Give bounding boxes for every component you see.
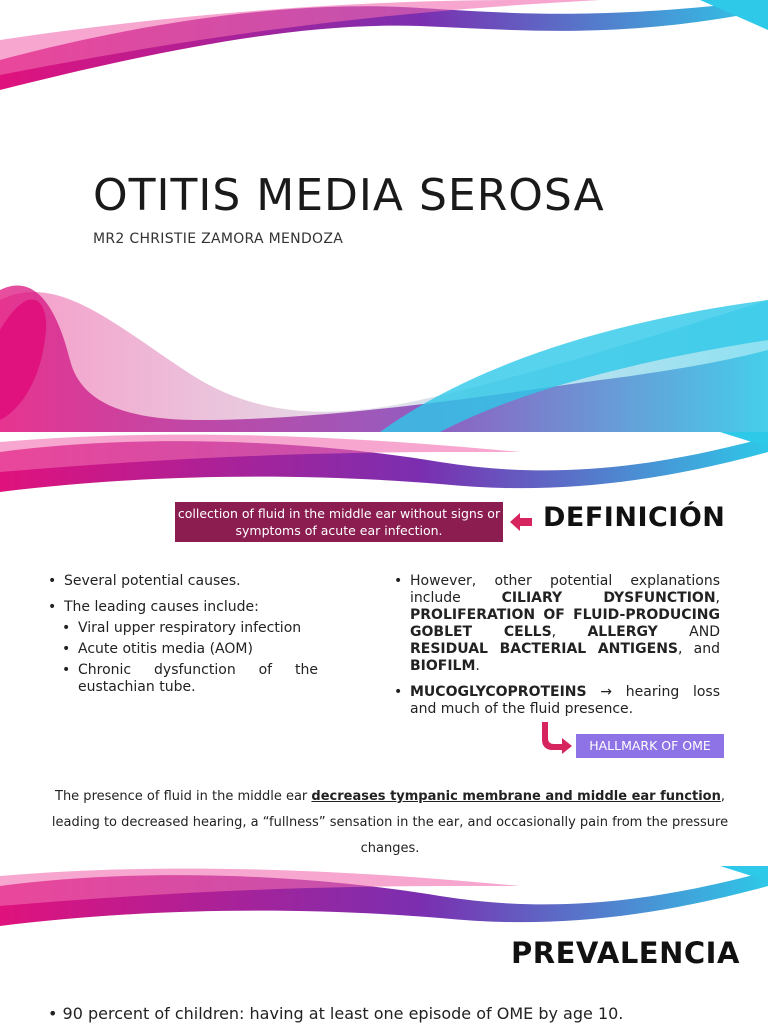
text-span: ,: [715, 590, 720, 606]
list-item: • The leading causes include:: [46, 599, 318, 616]
summary-paragraph: [40, 784, 740, 862]
text-span: However, other potential explanations include: [410, 573, 720, 606]
curved-arrow-icon: [538, 720, 574, 754]
list-subitem: • Acute otitis media (AOM): [46, 641, 318, 658]
text-span: CILIARY DYSFUNCTION: [501, 590, 716, 606]
explanations-list: [392, 573, 720, 727]
list-item: [392, 573, 720, 675]
text-span: , and: [678, 641, 720, 657]
prevalence-list: [48, 1004, 623, 1023]
definition-heading: DEFINICIÓN: [543, 502, 726, 533]
causes-list: [46, 573, 318, 700]
list-item: • Several potential causes.: [46, 573, 318, 590]
list-subitem: • Viral upper respiratory infection: [46, 620, 318, 637]
text-span: ,: [551, 624, 588, 640]
text-span: AND: [657, 624, 721, 640]
text-span: The presence of fluid in the middle ear: [55, 789, 312, 804]
arrow-left-icon: [508, 511, 534, 533]
text-span: RESIDUAL BACTERIAL ANTIGENS: [410, 641, 678, 657]
swoosh-decoration: [0, 866, 768, 946]
author-subtitle: MR2 CHRISTIE ZAMORA MENDOZA: [93, 231, 344, 247]
hallmark-label: HALLMARK OF OME: [576, 734, 724, 758]
list-subitem: • Chronic dysfunction of the eustachian tube.: [46, 662, 318, 696]
list-item: 90 percent of children: having at least one episode of OME by age 10.: [62, 1004, 624, 1023]
text-span: MUCOGLYCOPROTEINS: [410, 684, 587, 700]
text-span: → hearing loss and much of the fluid presence.: [410, 684, 720, 717]
slide-definition: [0, 432, 768, 866]
list-item: [392, 684, 720, 718]
slide-title: [0, 0, 768, 432]
bullet-icon: •: [48, 1004, 58, 1023]
slide-title-text: OTITIS MEDIA SEROSA: [93, 170, 605, 221]
text-span: BIOFILM: [410, 658, 476, 674]
text-span: ALLERGY: [587, 624, 658, 640]
text-span: .: [475, 658, 480, 674]
text-span: , leading to decreased hearing, a “fullness” sensation in the ear, and occasionally pain from the pressure changes.: [51, 789, 729, 856]
text-span: decreases tympanic membrane and middle ear function: [311, 789, 721, 804]
text-span: PROLIFERATION OF FLUID-PRODUCING GOBLET CELLS: [410, 607, 720, 640]
slide-prevalence: [0, 866, 768, 1024]
swoosh-decoration: [0, 432, 768, 512]
prevalence-heading: PREVALENCIA: [511, 936, 740, 970]
definition-box: collection of fluid in the middle ear without signs or symptoms of acute ear infection.: [175, 502, 503, 542]
